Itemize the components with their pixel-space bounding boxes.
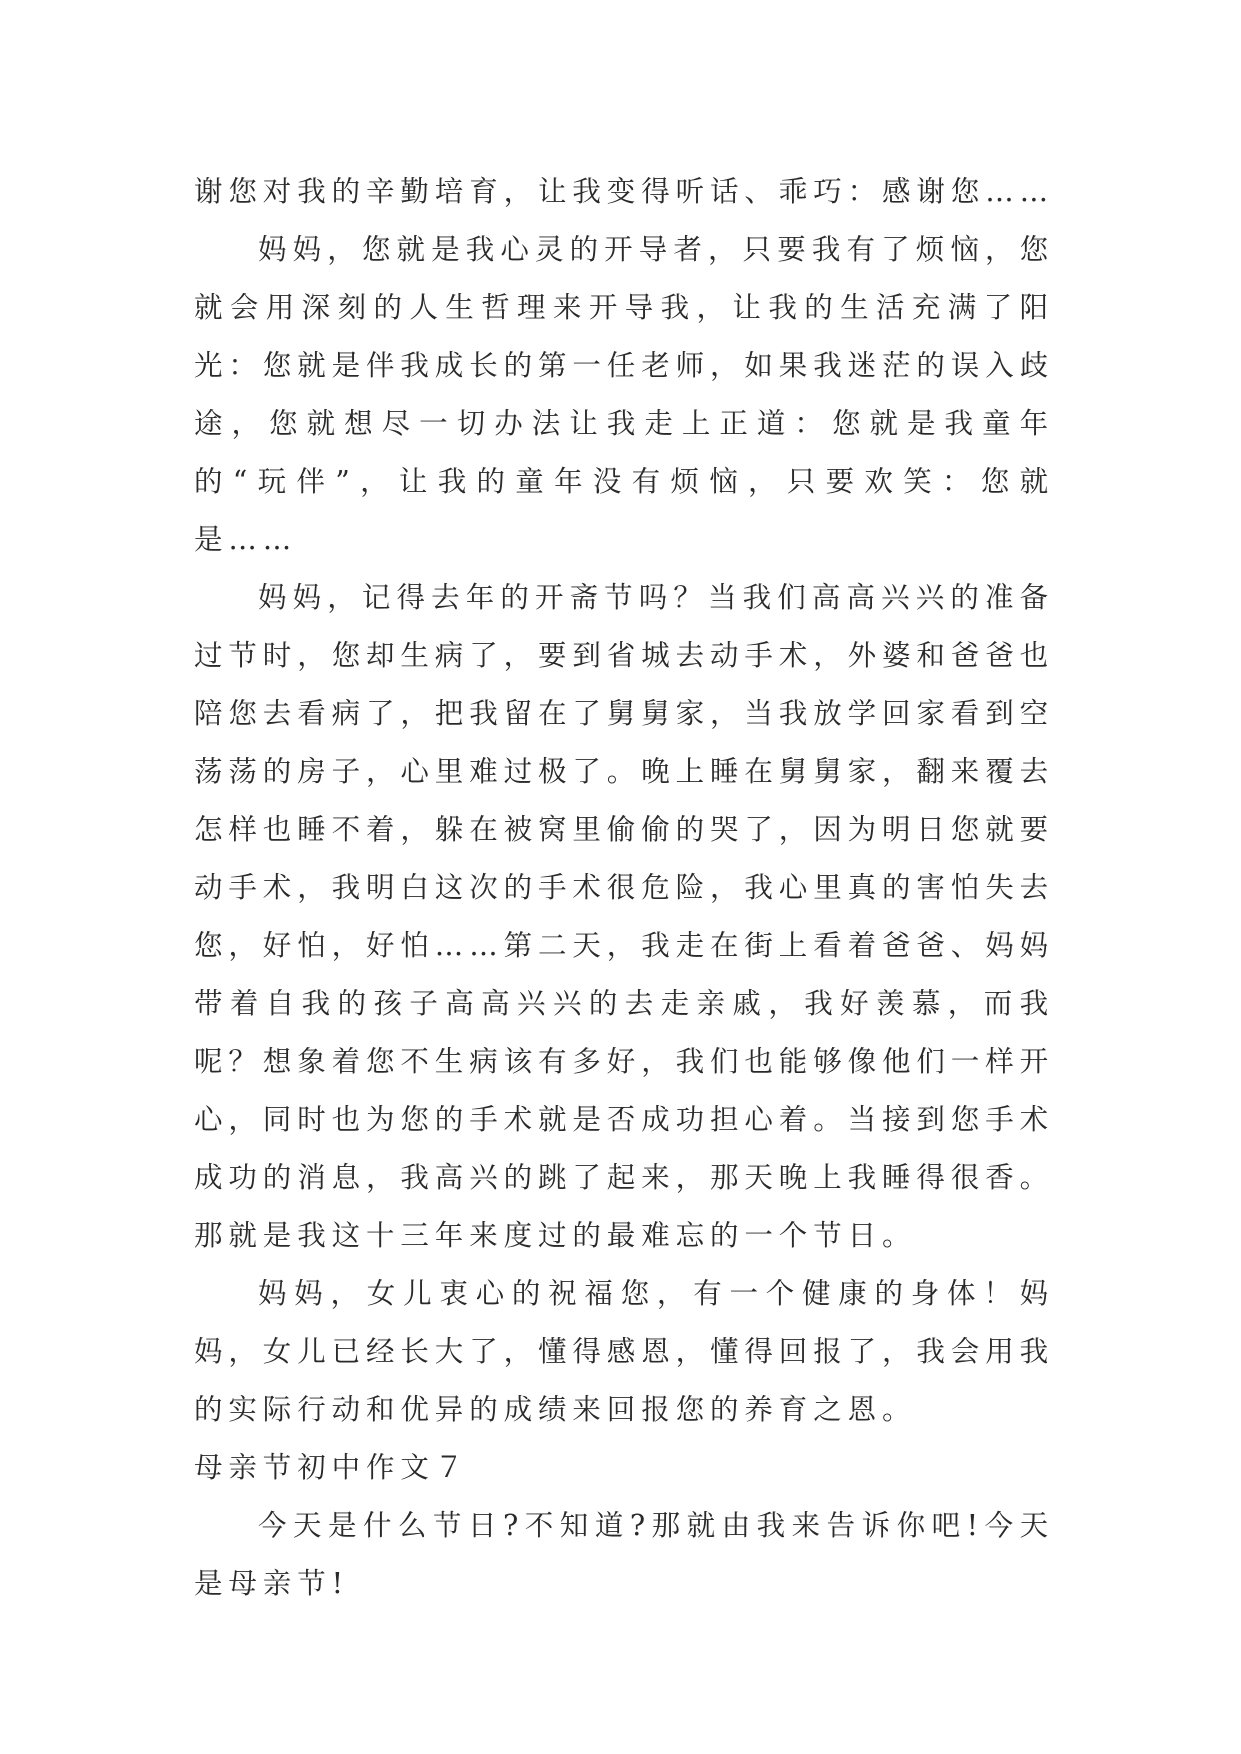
paragraph-mothers-day: 今天是什么节日?不知道?那就由我来告诉你吧!今天是母亲节! — [194, 1509, 1054, 1600]
paragraph-mother-guide: 妈妈，您就是我心灵的开导者，只要我有了烦恼，您就会用深刻的人生哲理来开导我，让我的生活充满了阳光：您就是伴我成长的第一任老师，如果我迷茫的误入歧途，您就想尽一切办法让我走上正道：您就是我童年的“玩伴”，让我的童年没有烦恼，只要欢笑：您就是…… — [194, 233, 1055, 556]
paragraph-blessing: 妈妈，女儿衷心的祝福您，有一个健康的身体！妈妈，女儿已经长大了，懂得感恩，懂得回报了，我会用我的实际行动和优异的成绩来回报您的养育之恩。 — [194, 1277, 1055, 1426]
paragraph-festival-memory: 妈妈，记得去年的开斋节吗？当我们高高兴兴的准备过节时，您却生病了，要到省城去动手术，外婆和爸爸也陪您去看病了，把我留在了舅舅家，当我放学回家看到空荡荡的房子，心里难过极了。晚上睡在舅舅家，翻来覆去怎样也睡不着，躲在被窝里偷偷的哭了，因为明日您就要动手术，我明白这次的手术很危险，我心里真的害怕失去您，好怕，好怕……第二天，我走在街上看着爸爸、妈妈带着自我的孩子高高兴兴的去走亲戚，我好羡慕，而我呢？想象着您不生病该有多好，我们也能够像他们一样开心，同时也为您的手术就是否成功担心着。当接到您手术成功的消息，我高兴的跳了起来，那天晚上我睡得很香。那就是我这十三年来度过的最难忘的一个节日。 — [194, 581, 1055, 1252]
section-heading: 母亲节初中作文７ — [194, 1451, 470, 1484]
paragraph-continuation: 谢您对我的辛勤培育，让我变得听话、乖巧：感谢您…… — [194, 175, 1055, 208]
document-page — [194, 163, 1054, 1613]
